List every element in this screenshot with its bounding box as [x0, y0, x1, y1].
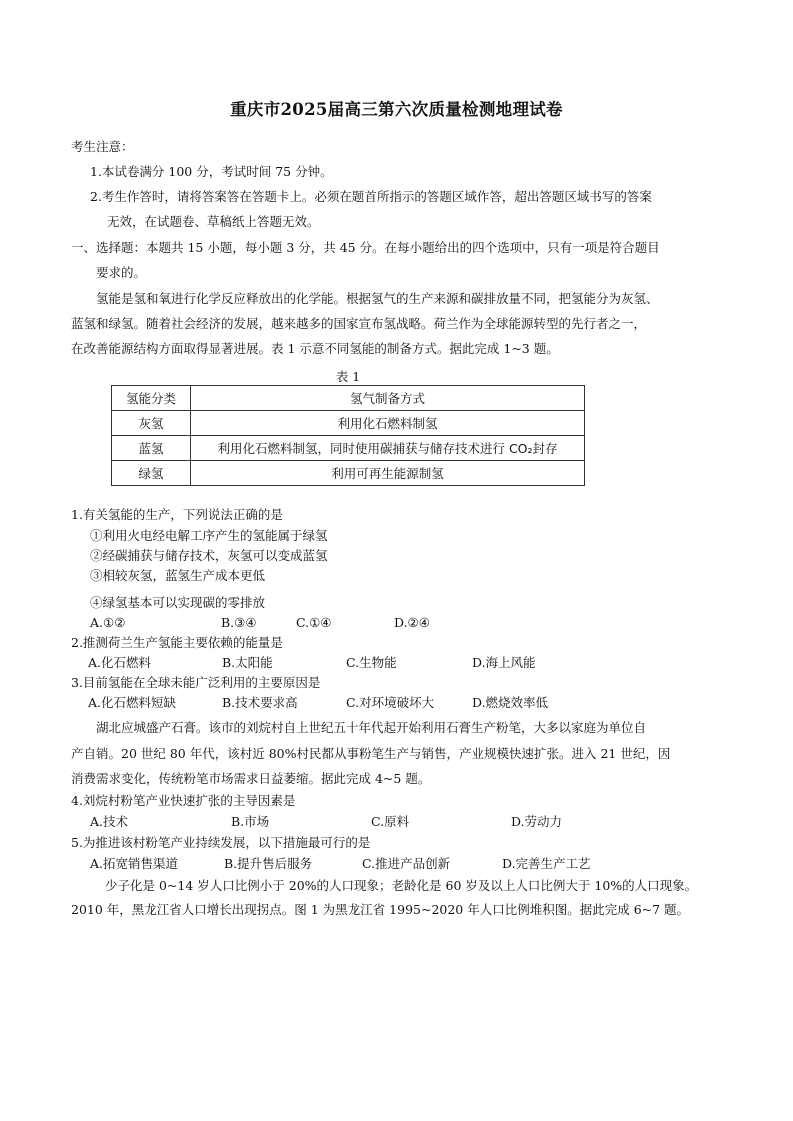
option-a: A.拓宽销售渠道 — [90, 856, 179, 871]
passage-1-line-3: 在改善能源结构方面取得显著进展。表 1 示意不同氢能的制备方式。据此完成 1~3 题。 — [71, 341, 559, 356]
option-b: B.③④ — [221, 615, 257, 630]
passage-3-line-1: 少子化是 0~14 岁人口比例小于 20%的人口现象；老龄化是 60 岁及以上人口比例大于 10%的人口现象。 — [105, 878, 698, 893]
question-1-stem: 1.有关氢能的生产，下列说法正确的是 — [71, 507, 283, 522]
option-b: B.太阳能 — [222, 655, 273, 670]
page-title: 重庆市2025届高三第六次质量检测地理试卷 — [230, 100, 563, 119]
option-d: D.海上风能 — [472, 655, 536, 670]
option-c: C.生物能 — [346, 655, 397, 670]
question-2-stem: 2.推测荷兰生产氢能主要依赖的能量是 — [71, 635, 283, 650]
option-c: C.对环境破坏大 — [346, 695, 435, 710]
option-c: C.①④ — [296, 615, 332, 630]
passage-1-line-2: 蓝氢和绿氢。随着社会经济的发展，越来越多的国家宣布氢战略。荷兰作为全球能源转型的先行者之一， — [71, 316, 647, 331]
table-header-cell: 氢气制备方式 — [191, 386, 585, 411]
table-row — [112, 411, 585, 436]
question-1-statement-2: ②经碳捕获与储存技术，灰氢可以变成蓝氢 — [90, 548, 328, 563]
option-d: D.完善生产工艺 — [502, 856, 591, 871]
question-1-options — [90, 614, 430, 632]
notice-heading: 考生注意： — [71, 139, 134, 154]
table-cell: 利用可再生能源制氢 — [191, 461, 585, 486]
question-2-options — [88, 654, 536, 672]
question-3-stem: 3.目前氢能在全球未能广泛利用的主要原因是 — [71, 675, 321, 690]
table-cell: 利用化石燃料制氢 — [191, 411, 585, 436]
section-heading-line-1: 一、选择题：本题共 15 小题，每小题 3 分，共 45 分。在每小题给出的四个选项中，只有一项是符合题目 — [71, 240, 660, 255]
option-d: D.劳动力 — [511, 814, 563, 829]
question-4-stem: 4.刘烷村粉笔产业快速扩张的主导因素是 — [71, 793, 296, 808]
table-cell: 绿氢 — [112, 461, 191, 486]
option-b: B.技术要求高 — [222, 695, 298, 710]
table-cell: 蓝氢 — [112, 436, 191, 461]
notice-item-2-line-1: 2.考生作答时，请将答案答在答题卡上。必须在题首所指示的答题区域作答，超出答题区域书写的答案 — [90, 189, 652, 204]
notice-item-1: 1.本试卷满分 100 分，考试时间 75 分钟。 — [90, 164, 333, 179]
question-1-statement-3: ③相较灰氢，蓝氢生产成本更低 — [90, 568, 266, 583]
option-c: C.原料 — [371, 814, 410, 829]
notice-item-2-line-2: 无效，在试题卷、草稿纸上答题无效。 — [107, 214, 320, 229]
option-a: A.技术 — [90, 814, 129, 829]
table-cell: 灰氢 — [112, 411, 191, 436]
question-1-statement-4: ④绿氢基本可以实现碳的零排放 — [90, 595, 266, 610]
table-row — [112, 461, 585, 486]
option-d: D.燃烧效率低 — [472, 695, 549, 710]
option-b: B.市场 — [231, 814, 270, 829]
option-a: A.化石燃料短缺 — [88, 695, 177, 710]
option-a: A.①② — [90, 615, 126, 630]
table-1 — [111, 385, 585, 486]
passage-2-line-3: 消费需求变化，传统粉笔市场需求日益萎缩。据此完成 4~5 题。 — [71, 771, 431, 786]
question-5-options — [90, 855, 591, 873]
question-5-stem: 5.为推进该村粉笔产业持续发展，以下措施最可行的是 — [71, 835, 371, 850]
option-d: D.②④ — [394, 615, 430, 630]
table-1-caption: 表 1 — [335, 369, 361, 384]
passage-1-line-1: 氢能是氢和氧进行化学反应释放出的化学能。根据氢气的生产来源和碳排放量不同，把氢能分为灰氢、 — [96, 291, 659, 306]
table-row — [112, 436, 585, 461]
option-c: C.推进产品创新 — [362, 856, 451, 871]
table-cell: 利用化石燃料制氢，同时使用碳捕获与储存技术进行 CO₂封存 — [191, 436, 585, 461]
option-b: B.提升售后服务 — [224, 856, 313, 871]
section-heading-line-2: 要求的。 — [96, 265, 147, 280]
question-4-options — [90, 813, 562, 831]
option-a: A.化石燃料 — [88, 655, 152, 670]
passage-3-line-2: 2010 年，黑龙江省人口增长出现拐点。图 1 为黑龙江省 1995~2020 年人口比例堆积图。据此完成 6~7 题。 — [71, 902, 690, 917]
passage-2-line-1: 湖北应城盛产石膏。该市的刘烷村自上世纪五十年代起开始利用石膏生产粉笔，大多以家庭为单位自 — [96, 720, 647, 735]
table-header-cell: 氢能分类 — [112, 386, 191, 411]
table-header-row — [112, 386, 585, 411]
question-1-statement-1: ①利用火电经电解工序产生的氢能属于绿氢 — [90, 528, 328, 543]
passage-2-line-2: 产自销。20 世纪 80 年代，该村近 80%村民都从事粉笔生产与销售，产业规模快速扩张。进入 21 世纪，因 — [71, 746, 671, 761]
question-3-options — [88, 694, 548, 712]
